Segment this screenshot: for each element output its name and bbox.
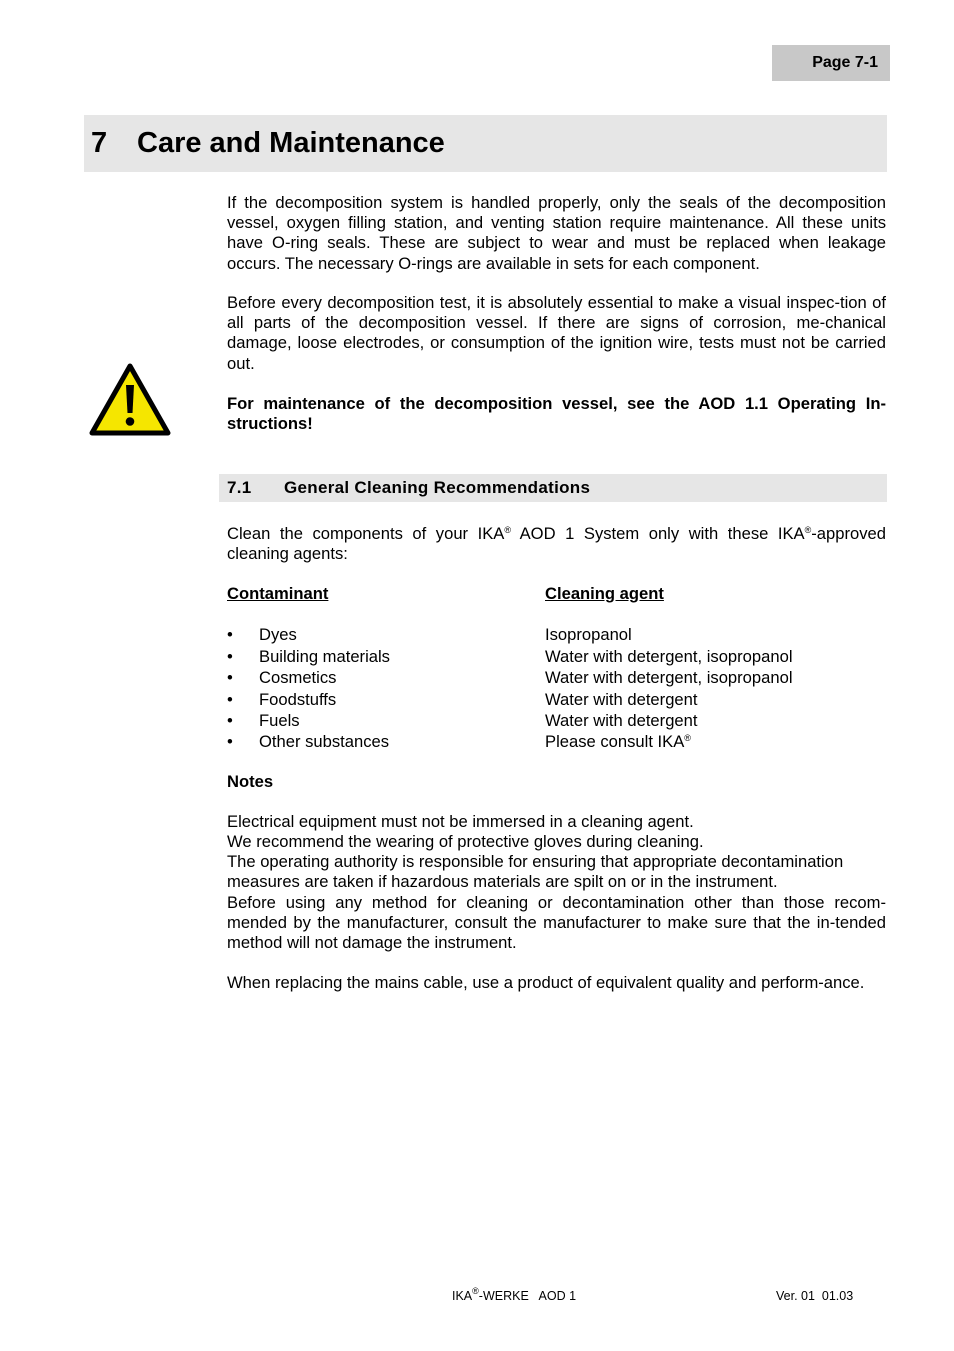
cleaning-intro: Clean the components of your IKA® AOD 1 System only with these IKA®-approved cleaning agents: bbox=[227, 524, 886, 564]
table-row: • Foodstuffs Water with detergent bbox=[227, 690, 698, 709]
section-number: 7.1 bbox=[227, 478, 252, 497]
table-row: • Fuels Water with detergent bbox=[227, 711, 698, 730]
table-row: • Cosmetics Water with detergent, isopropanol bbox=[227, 668, 793, 687]
footer-brand: IKA®-WERKE AOD 1 bbox=[452, 1286, 577, 1303]
chapter-heading bbox=[84, 115, 887, 172]
bullet-icon: • bbox=[227, 690, 233, 709]
page-number-label: Page 7-1 bbox=[772, 45, 890, 81]
mains-cable-paragraph: When replacing the mains cable, use a product of equivalent quality and perform-ance. bbox=[227, 973, 865, 992]
chapter-title: Care and Maintenance bbox=[137, 127, 445, 159]
bullet-icon: • bbox=[227, 711, 233, 730]
chapter-number: 7 bbox=[91, 127, 108, 159]
column-header-cleaning-agent: Cleaning agent bbox=[545, 584, 664, 603]
bullet-icon: • bbox=[227, 625, 233, 644]
intro-paragraph: If the decomposition system is handled properly, only the seals of the decomposition vessel, oxygen filling station, and venting station require maintenance. All these units have O-ring seals. These are subject to wear and must be replaced when leakage occurs. The necessary O-rings are available in sets for each component. bbox=[227, 193, 886, 273]
bullet-icon: • bbox=[227, 647, 233, 666]
bullet-icon: • bbox=[227, 732, 233, 751]
warning-paragraph: For maintenance of the decomposition vessel, see the AOD 1.1 Operating In-structions! bbox=[227, 394, 886, 434]
footer-version: Ver. 01 01.03 bbox=[776, 1289, 854, 1303]
notes-line: Before using any method for cleaning or decontamination other than those recom-mended by the manufacturer, consult the manufacturer to make sure that the in-tended method will not damage the instrument. bbox=[227, 893, 886, 953]
bullet-icon: • bbox=[227, 668, 233, 687]
notes-line: We recommend the wearing of protective gloves during cleaning. bbox=[227, 832, 704, 851]
section-heading bbox=[219, 474, 887, 502]
table-row: • Building materials Water with detergent, isopropanol bbox=[227, 647, 793, 666]
notes-heading: Notes bbox=[227, 772, 274, 791]
notes-line: The operating authority is responsible for ensuring that appropriate decontamination measures are taken if hazardous materials are spilt on or in the instrument. bbox=[227, 852, 844, 892]
section-title: General Cleaning Recommendations bbox=[284, 478, 591, 497]
table-row: • Other substances Please consult IKA® bbox=[227, 732, 691, 751]
notes-line: Electrical equipment must not be immersed in a cleaning agent. bbox=[227, 812, 694, 831]
column-header-contaminant: Contaminant bbox=[227, 584, 329, 603]
inspection-paragraph: Before every decomposition test, it is absolutely essential to make a visual inspec-tion of all parts of the decomposition vessel. If there are signs of corrosion, me-chanical damage, loose electrodes, or consumption of the ignition wire, tests must not be carried out. bbox=[227, 293, 886, 373]
table-row: • Dyes Isopropanol bbox=[227, 625, 632, 644]
warning-triangle-icon bbox=[89, 363, 171, 437]
